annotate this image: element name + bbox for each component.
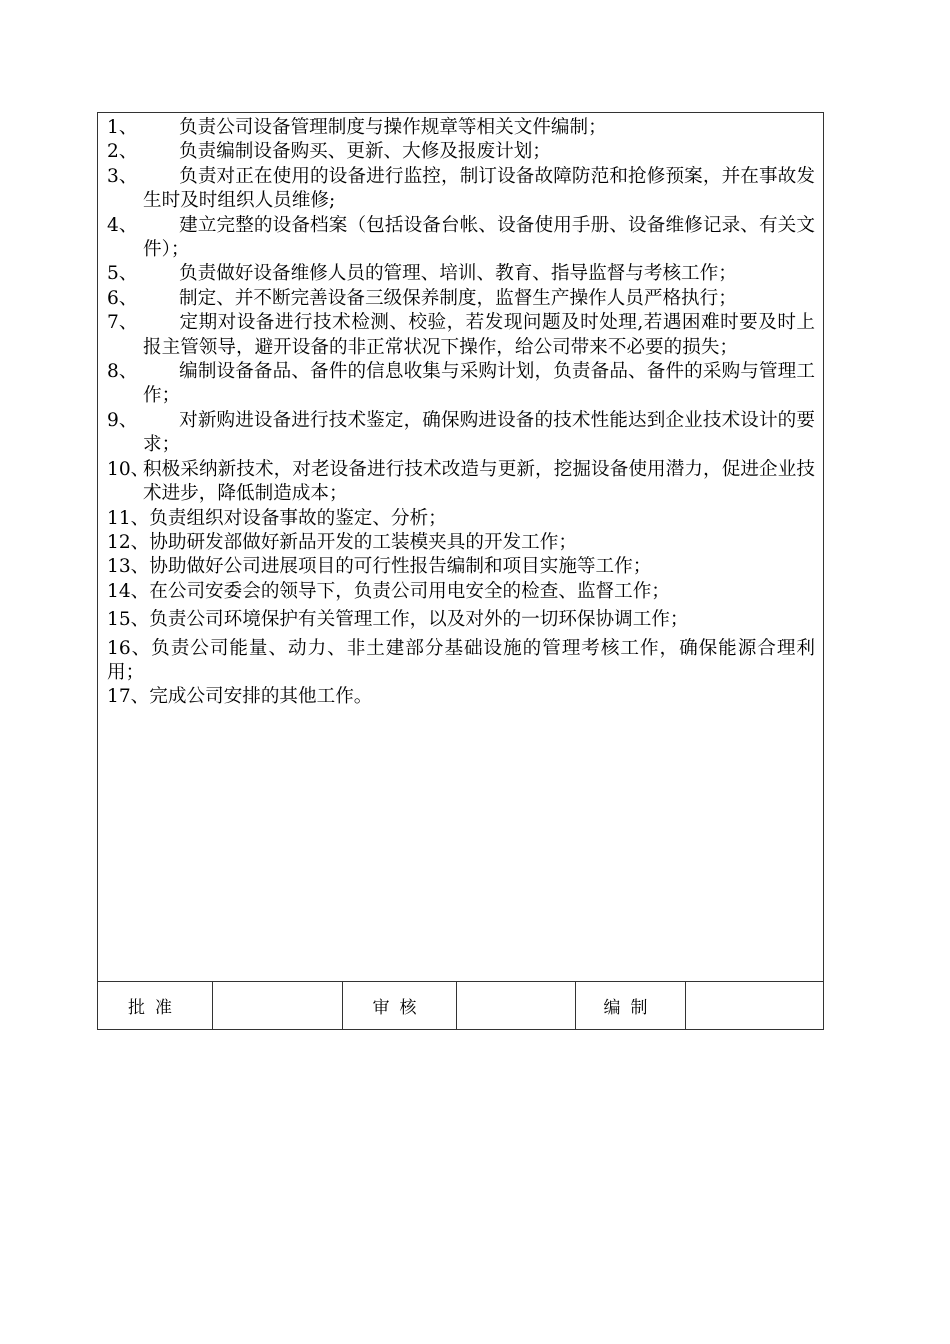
duty-item-2 bbox=[107, 140, 815, 164]
duty-item-13 bbox=[107, 555, 815, 579]
approve-field[interactable] bbox=[213, 982, 343, 1029]
duty-number: 15、 bbox=[107, 609, 150, 631]
prepare-field[interactable] bbox=[686, 982, 823, 1029]
duty-text: 负责公司环境保护有关管理工作，以及对外的一切环保协调工作； bbox=[149, 609, 689, 631]
duty-text: 对新购进设备进行技术鉴定，确保购进设备的技术性能达到企业技术设计的要求； bbox=[143, 409, 815, 456]
duty-number: 14、 bbox=[107, 580, 150, 602]
duty-number: 9、 bbox=[107, 409, 138, 431]
duty-number: 5、 bbox=[107, 263, 138, 285]
approve-label: 批准 bbox=[98, 982, 213, 1029]
duty-number: 10、 bbox=[107, 458, 150, 480]
duty-text: 协助研发部做好新品开发的工装模夹具的开发工作； bbox=[149, 531, 577, 553]
duty-number: 11、 bbox=[107, 507, 150, 529]
duty-item-3 bbox=[107, 165, 815, 214]
duty-number: 8、 bbox=[107, 361, 138, 383]
duty-item-5 bbox=[107, 262, 815, 286]
responsibilities-table bbox=[97, 112, 824, 1030]
duties-list bbox=[98, 113, 823, 981]
duty-item-16 bbox=[107, 637, 815, 686]
duty-item-10 bbox=[107, 458, 815, 507]
duty-text: 负责公司能量、动力、非土建部分基础设施的管理考核工作，确保能源合理利用； bbox=[107, 637, 815, 683]
duty-number: 16、 bbox=[107, 637, 152, 659]
duty-text: 定期对设备进行技术检测、校验，若发现问题及时处理,若遇困难时要及时上报主管领导，避开设备的非正常状况下操作，给公司带来不必要的损失； bbox=[143, 312, 815, 358]
duty-text: 编制设备备品、备件的信息收集与采购计划，负责备品、备件的采购与管理工作； bbox=[143, 361, 815, 407]
duty-text: 建立完整的设备档案（包括设备台帐、设备使用手册、设备维修记录、有关文件）； bbox=[143, 214, 815, 261]
duty-text: 负责组织对设备事故的鉴定、分析； bbox=[149, 507, 447, 529]
duty-item-17 bbox=[107, 685, 815, 709]
duty-text: 负责对正在使用的设备进行监控，制订设备故障防范和抢修预案，并在事故发生时及时组织人员维修; bbox=[143, 165, 815, 212]
duty-number: 3、 bbox=[107, 165, 138, 187]
review-label: 审核 bbox=[343, 982, 457, 1029]
duty-number: 4、 bbox=[107, 214, 138, 236]
duty-number: 12、 bbox=[107, 531, 150, 553]
duty-text: 协助做好公司进展项目的可行性报告编制和项目实施等工作； bbox=[149, 556, 652, 578]
duty-item-8 bbox=[107, 360, 815, 409]
duty-item-4 bbox=[107, 214, 815, 263]
duty-text: 在公司安委会的领导下，负责公司用电安全的检查、监督工作； bbox=[149, 580, 670, 602]
duty-item-6 bbox=[107, 287, 815, 311]
duty-number: 7、 bbox=[107, 312, 138, 334]
duty-item-11 bbox=[107, 507, 815, 531]
duty-item-15 bbox=[107, 608, 815, 632]
duty-item-7 bbox=[107, 311, 815, 360]
duty-text: 负责公司设备管理制度与操作规章等相关文件编制； bbox=[179, 117, 607, 138]
duty-number: 2、 bbox=[107, 141, 138, 163]
duty-text: 完成公司安排的其他工作。 bbox=[149, 686, 373, 708]
duty-number: 13、 bbox=[107, 556, 150, 578]
duty-text: 负责做好设备维修人员的管理、培训、教育、指导监督与考核工作； bbox=[179, 263, 737, 285]
signoff-row bbox=[98, 981, 823, 1029]
duty-number: 1、 bbox=[107, 117, 138, 138]
duty-text: 负责编制设备购买、更新、大修及报废计划； bbox=[179, 141, 551, 163]
duty-number: 6、 bbox=[107, 287, 138, 309]
prepare-label: 编制 bbox=[576, 982, 686, 1029]
duty-number: 17、 bbox=[107, 686, 150, 708]
duty-item-1 bbox=[107, 116, 815, 140]
review-field[interactable] bbox=[457, 982, 576, 1029]
duty-item-14 bbox=[107, 580, 815, 604]
duty-item-9 bbox=[107, 409, 815, 458]
duty-text: 制定、并不断完善设备三级保养制度，监督生产操作人员严格执行； bbox=[179, 287, 737, 309]
duty-text: 积极采纳新技术，对老设备进行技术改造与更新，挖掘设备使用潜力，促进企业技术进步，降低制造成本； bbox=[143, 458, 815, 505]
duty-item-12 bbox=[107, 531, 815, 555]
